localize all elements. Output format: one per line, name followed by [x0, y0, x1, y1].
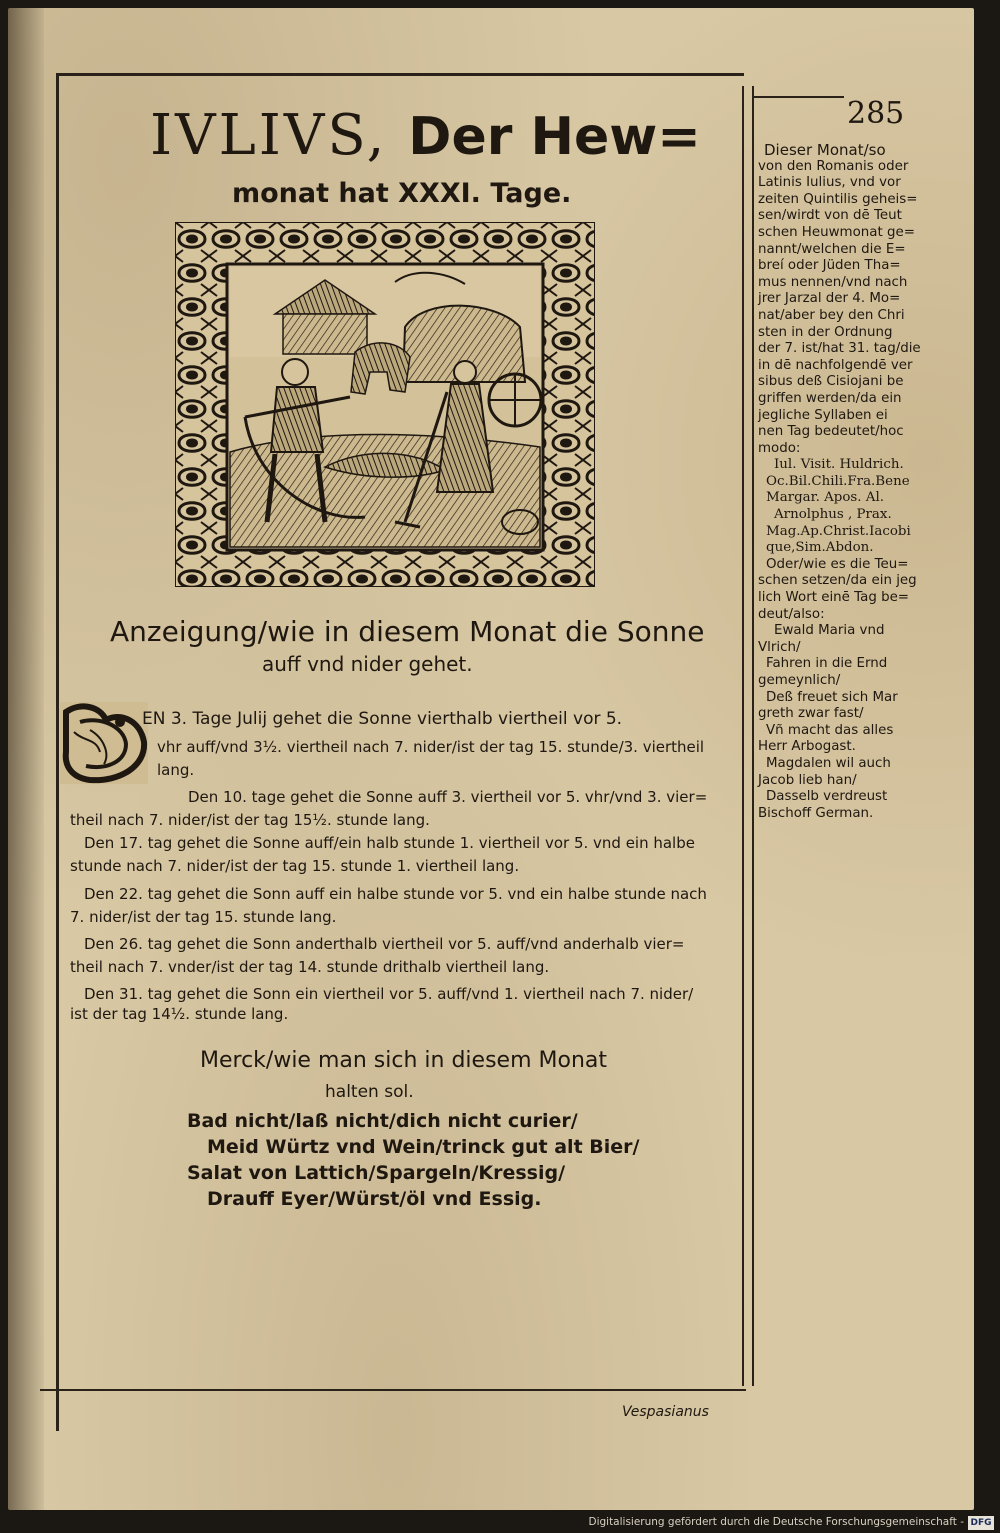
sun-line: Den 22. tag gehet die Sonn auff ein halbe stunde vor 5. vnd ein halbe stunde nach	[84, 885, 707, 903]
sidebar-line: zeiten Quintilis geheis=	[758, 191, 918, 207]
page-spine-shadow	[8, 8, 44, 1510]
sidebar-line: que,Sim.Abdon.	[766, 540, 874, 556]
month-title-latin: IVLIVS,	[150, 103, 388, 168]
sidebar-line: greth zwar fast/	[758, 706, 864, 722]
sidebar-line: schen setzen/da ein jeg	[758, 573, 917, 589]
verse-line: Salat von Lattich/Spargeln/Kressig/	[187, 1162, 566, 1184]
sidebar-line: nen Tag bedeutet/hoc	[758, 424, 904, 440]
sun-line: stunde nach 7. nider/ist der tag 15. stunde 1. viertheil lang.	[70, 857, 520, 875]
merck-heading: Merck/wie man sich in diesem Monat	[200, 1048, 607, 1073]
sidebar-line: lich Wort einē Tag be=	[758, 590, 910, 606]
sidebar-line: nat/aber bey den Chri	[758, 307, 905, 323]
sun-line: ist der tag 14½. stunde lang.	[70, 1005, 289, 1023]
sun-line: Den 26. tag gehet die Sonn anderthalb viertheil vor 5. auff/vnd anderhalb vier=	[84, 935, 685, 953]
frame-bottom-rule	[40, 1389, 746, 1391]
sidebar-line: Jacob lieb han/	[758, 772, 857, 788]
sidebar-line: Dieser Monat/so	[764, 141, 886, 159]
sidebar-line: Ewald Maria vnd	[774, 623, 885, 639]
sidebar-line: Deß freuet sich Mar	[766, 689, 898, 705]
sidebar-left-rule	[752, 86, 754, 1386]
sidebar-line: Margar. Apos. Al.	[766, 490, 884, 506]
sidebar-line: deut/also:	[758, 606, 825, 622]
sidebar-line: Dasselb verdreust	[766, 789, 888, 805]
sidebar-line: Arnolphus , Prax.	[774, 507, 892, 523]
month-title	[150, 103, 701, 168]
sidebar-line: Herr Arbogast.	[758, 739, 856, 755]
sidebar-line: Latinis Iulius, vnd vor	[758, 175, 901, 191]
sidebar-line: sibus deß Cisiojani be	[758, 374, 904, 390]
sidebar-line: Oc.Bil.Chili.Fra.Bene	[766, 473, 910, 489]
sun-heading: Anzeigung/wie in diesem Monat die Sonne	[110, 615, 705, 648]
sidebar-line: breí oder Jüden Tha=	[758, 258, 901, 274]
sidebar-line: Fahren in die Ernd	[766, 656, 888, 672]
digitization-credit: Digitalisierung gefördert durch die Deutsche Forschungsgemeinschaft -	[588, 1516, 964, 1528]
sidebar-line: jrer Jarzal der 4. Mo=	[758, 291, 901, 307]
decorated-initial-d	[60, 702, 148, 784]
verse-line: Bad nicht/laß nicht/dich nicht curier/	[187, 1110, 578, 1132]
verse-line: Meid Würtz vnd Wein/trinck gut alt Bier/	[207, 1136, 640, 1158]
sun-line: theil nach 7. vnder/ist der tag 14. stunde drithalb viertheil lang.	[70, 958, 550, 976]
frame-left-rule	[56, 73, 59, 1431]
digitization-credit-bar	[0, 1514, 1000, 1533]
frame-top-rule	[56, 73, 744, 76]
sidebar-line: Iul. Visit. Huldrich.	[774, 457, 904, 473]
sun-heading-line2: auff vnd nider gehet.	[262, 652, 473, 676]
sun-line: Den 17. tag gehet die Sonne auff/ein halb stunde 1. viertheil vor 5. vnd ein halbe	[84, 834, 695, 852]
sun-line: lang.	[157, 761, 195, 779]
sidebar-line: von den Romanis oder	[758, 158, 909, 174]
sidebar-line: Oder/wie es die Teu=	[766, 556, 909, 572]
sun-line: EN 3. Tage Julij gehet die Sonne vierthalb viertheil vor 5.	[142, 709, 623, 729]
sidebar-top-rule	[752, 96, 844, 98]
sidebar-line: jegliche Syllaben ei	[758, 407, 888, 423]
verse-line: Drauff Eyer/Würst/öl vnd Essig.	[207, 1188, 542, 1210]
month-title-german: Der Hew=	[408, 107, 701, 167]
sidebar-line: mus nennen/vnd nach	[758, 274, 908, 290]
sidebar-line: Magdalen wil auch	[766, 755, 891, 771]
sun-line: Den 10. tage gehet die Sonne auff 3. viertheil vor 5. vhr/vnd 3. vier=	[188, 788, 708, 806]
frame-right-rule	[742, 86, 744, 1386]
sun-line: theil nach 7. nider/ist der tag 15½. stunde lang.	[70, 811, 430, 829]
sidebar-line: schen Heuwmonat ge=	[758, 224, 915, 240]
catchword: Vespasianus	[622, 1404, 709, 1420]
sidebar-line: sen/wirdt von dē Teut	[758, 208, 902, 224]
sun-line: 7. nider/ist der tag 15. stunde lang.	[70, 908, 337, 926]
sidebar-line: Mag.Ap.Christ.Iacobi	[766, 523, 911, 539]
sidebar-text	[758, 141, 921, 822]
page-number: 285	[847, 96, 905, 131]
sidebar-line: sten in der Ordnung	[758, 324, 893, 340]
sidebar-line: Vlrich/	[758, 639, 801, 655]
merck-heading-line2: halten sol.	[325, 1082, 414, 1102]
sidebar-line: gemeynlich/	[758, 673, 841, 688]
dfg-logo: DFG	[968, 1516, 994, 1530]
sun-line: vhr auff/vnd 3½. viertheil nach 7. nider/ist der tag 15. stunde/3. viertheil	[157, 738, 705, 756]
sidebar-line: in dē nachfolgendē ver	[758, 357, 913, 373]
sidebar-line: Bischoff German.	[758, 805, 874, 821]
month-subtitle: monat hat XXXI. Tage.	[232, 178, 572, 209]
woodcut-illustration	[175, 222, 595, 587]
sidebar-line: der 7. ist/hat 31. tag/die	[758, 341, 921, 357]
sidebar-line: modo:	[758, 440, 801, 456]
sidebar-line: nannt/welchen die E=	[758, 241, 906, 257]
sidebar-line: griffen werden/da ein	[758, 390, 902, 406]
sun-line: Den 31. tag gehet die Sonn ein viertheil vor 5. auff/vnd 1. viertheil nach 7. nider/	[84, 985, 694, 1003]
sidebar-line: Vñ macht das alles	[766, 722, 894, 738]
